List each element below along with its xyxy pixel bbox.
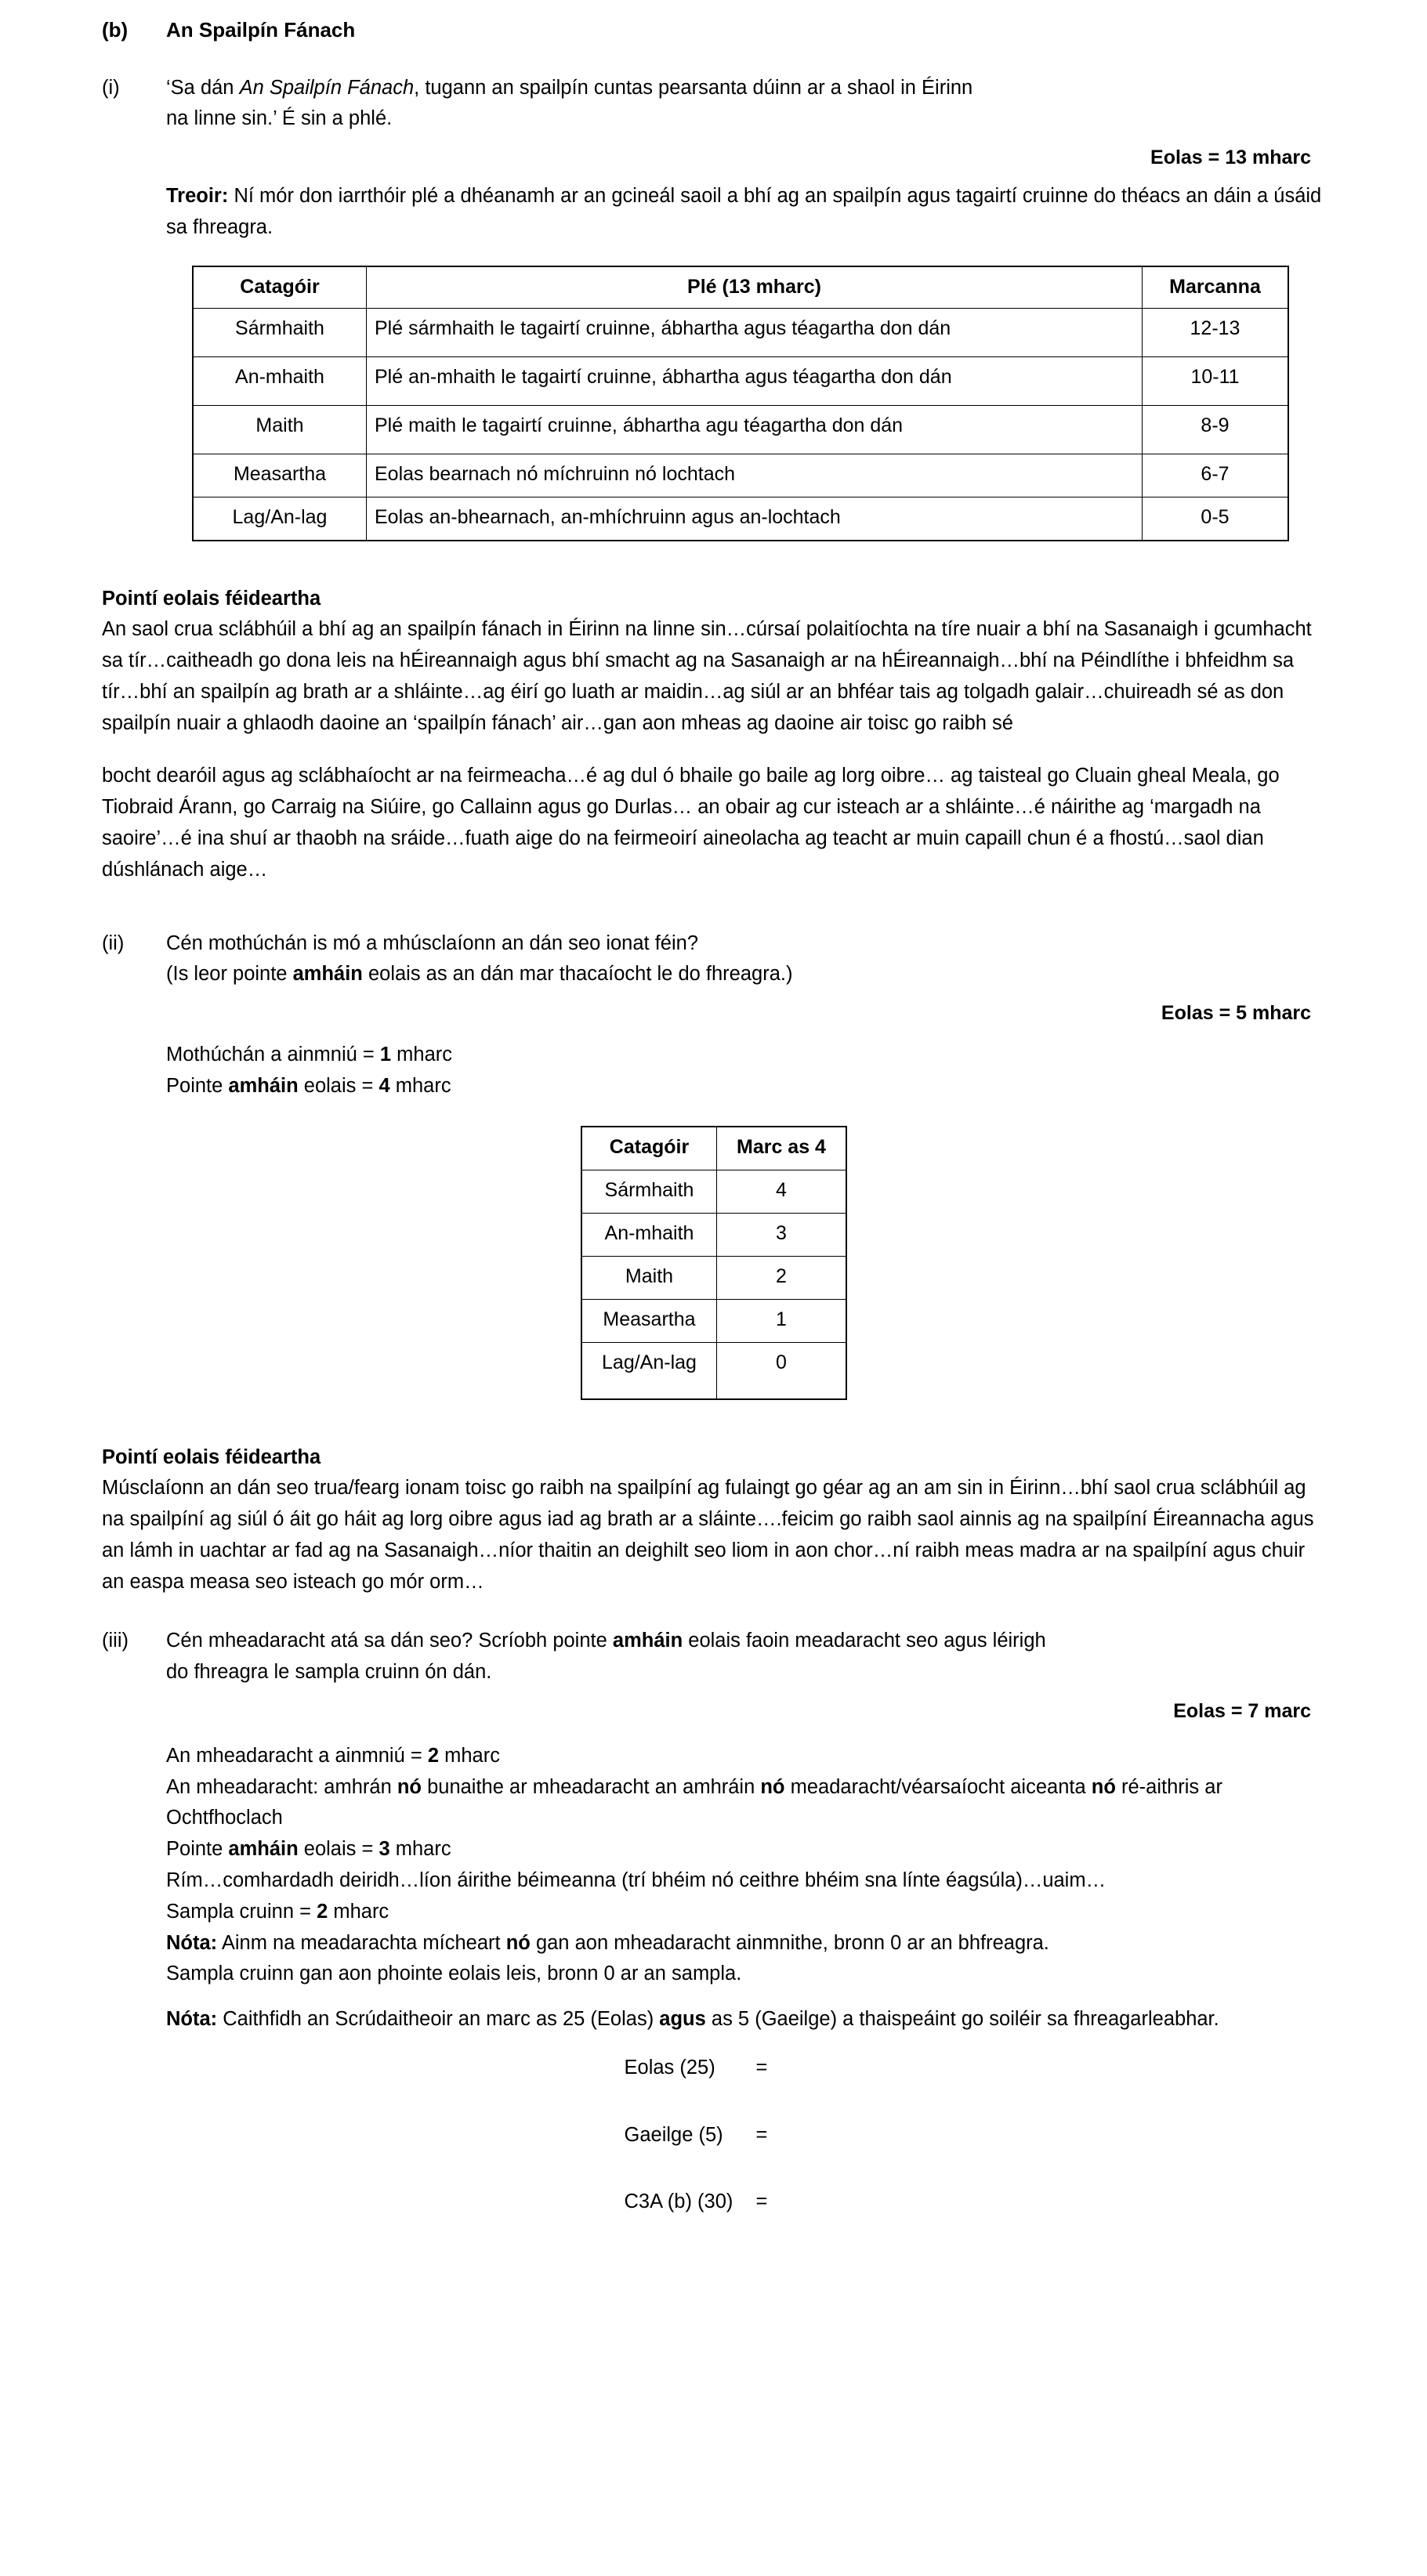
cell-catagoir: An-mhaith [581, 1213, 717, 1256]
col-ple: Plé (13 mharc) [367, 266, 1143, 309]
question-iii-emphasis: amháin [612, 1630, 683, 1652]
question-ii-number: (ii) [102, 932, 125, 954]
scheme-iii-3-value: 3 [378, 1838, 390, 1861]
cell-marcanna: 8-9 [1143, 405, 1289, 454]
nota-2-a: Caithfidh an Scrúdaitheoir an marc as 25 (Eolas) [217, 2008, 660, 2031]
question-iii-number: (iii) [102, 1630, 129, 1652]
points-paragraph-1a: An saol crua sclábhúil a bhí ag an spailpín fánach in Éirinn na linne sin…cúrsaí polaitíochta na tíre nuair a bhí na Sasanaigh i gcumhacht sa tír…caitheadh go dona leis na hÉireannaigh agus bhí smacht ag na Sasanaigh ar na hÉireannaigh…bhí na Péindlíthe i bhfeidhm sa tír…bhí an spailpín ag brath ar a shláinte…ag éirí go luath ar maidin…ag siúl ar an bhféar tais ag tolgadh galair…chuireadh sé as don spailpín nuair a ghlaodh daoine an ‘spailpín fánach’ air…gan aon mheas ag daoine air toisc go raibh sé [102, 618, 1312, 734]
question-i-line1-part-b: , tugann an spailpín cuntas pearsanta dúinn ar a shaol in Éirinn [414, 76, 973, 99]
question-ii-text [166, 928, 1325, 991]
scheme-iii-2-end: ré-aithris ar Ochtfhoclach [166, 1775, 1222, 1829]
cell-ple: Eolas bearnach nó míchruinn nó lochtach [367, 454, 1143, 497]
treoir-block [102, 181, 1325, 244]
cell-marc: 3 [717, 1213, 846, 1256]
scheme-iii-3-b: mharc [389, 1838, 451, 1861]
scheme-iii-2-mid-1: bunaithe ar mheadaracht an amhráin [422, 1775, 761, 1798]
total-row-c3a [102, 2187, 1325, 2218]
scheme-iii-2-a: An mheadaracht: amhrán [166, 1775, 397, 1798]
points-paragraph-2: Músclaíonn an dán seo trua/fearg ionam toisc go raibh na spailpíní ag fulaingt go géar ag an am sin in Éirinn…bhí saol crua sclábhúil ag na spailpíní ag siúl ó áit go háit ag lorg oibre agus iad ag brath ar a sláinte….feicim go raibh saol ainnis ag na spailpíní Éireannacha agus an lámh in uachtar ar fad ag na Sasanaigh…níor thaitin an deighilt seo liom in aon chor…ní raibh meas madra ar na spailpíní agus chuir an easpa measa seo isteach go mór orm… [102, 1477, 1314, 1593]
question-ii-line1: Cén mothúchán is mó a mhúsclaíonn an dán seo ionat féin? [166, 932, 699, 954]
question-i [102, 73, 1325, 136]
question-i-line2: na linne sin.’ É sin a phlé. [166, 107, 393, 130]
scheme-iii-line-2 [102, 1772, 1325, 1835]
cell-catagoir: An-mhaith [193, 356, 367, 405]
cell-catagoir: Sármhaith [581, 1170, 717, 1213]
nota-block-2 [102, 2004, 1325, 2035]
scheme-iii-2-or-1: nó [397, 1775, 422, 1798]
nota-1-b: gan aon mheadaracht ainmnithe, bronn 0 ar an bhfreagra. [530, 1931, 1049, 1954]
table-row [193, 308, 1288, 356]
cell-marcanna: 12-13 [1143, 308, 1289, 356]
scheme-iii-5-b: mharc [328, 1900, 389, 1923]
total-eq-gaeilge: = [755, 2123, 768, 2146]
scheme-ii-2-b: mharc [389, 1074, 451, 1097]
nota-1-label: Nóta: [166, 1931, 218, 1954]
cell-catagoir: Lag/An-lag [193, 497, 367, 541]
scheme-iii-2-or-2: nó [760, 1775, 785, 1798]
scheme-iii-line-6: Sampla cruinn gan aon phointe eolais leis, bronn 0 ar an sampla. [166, 1963, 742, 1985]
rubric-table-ple [192, 266, 1289, 541]
total-row-eolas [102, 2053, 1325, 2084]
nota-1-or: nó [505, 1931, 531, 1954]
cell-marc: 4 [717, 1170, 846, 1213]
scheme-iii-1-a: An mheadaracht a ainmniú = [166, 1744, 428, 1767]
cell-catagoir: Lag/An-lag [581, 1342, 717, 1399]
scheme-iii-line-3 [102, 1834, 1325, 1865]
cell-marcanna: 10-11 [1143, 356, 1289, 405]
scheme-ii-1-a: Mothúchán a ainmniú = [166, 1044, 380, 1066]
scheme-ii-line-2 [102, 1071, 1325, 1102]
question-ii [102, 928, 1325, 991]
cell-ple: Eolas an-bhearnach, an-mhíchruinn agus an-lochtach [367, 497, 1143, 541]
nota-2-label: Nóta: [166, 2008, 218, 2031]
table-row [581, 1342, 846, 1399]
total-row-gaeilge [102, 2120, 1325, 2151]
table-row [581, 1170, 846, 1213]
scheme-iii-2-mid-2: meadaracht/véarsaíocht aiceanta [784, 1775, 1092, 1798]
question-iii-line2: do fhreagra le sampla cruinn ón dán. [166, 1661, 492, 1684]
cell-marcanna: 0-5 [1143, 497, 1289, 541]
col-marcanna: Marcanna [1143, 266, 1289, 309]
nota-block-1 [102, 1928, 1325, 1959]
table-row [193, 356, 1288, 405]
question-iii [102, 1626, 1325, 1688]
scheme-iii-3-a: Pointe [166, 1838, 229, 1861]
cell-ple: Plé an-mhaith le tagairtí cruinne, ábhartha agus téagartha don dán [367, 356, 1143, 405]
scheme-ii-1-value: 1 [379, 1044, 392, 1066]
question-i-text [166, 73, 1325, 136]
scheme-iii-1-b: mharc [439, 1744, 500, 1767]
question-ii-line2-part-b: eolais as an dán mar thacaíocht le do fhreagra.) [362, 963, 793, 986]
treoir-label: Treoir: [166, 185, 229, 208]
total-eq-eolas: = [755, 2056, 768, 2079]
cell-catagoir: Maith [193, 405, 367, 454]
scheme-iii-3-emphasis: amháin [228, 1838, 299, 1861]
cell-ple: Plé sármhaith le tagairtí cruinne, ábhartha agus téagartha don dán [367, 308, 1143, 356]
table-row [581, 1256, 846, 1299]
cell-marc: 1 [717, 1299, 846, 1342]
scheme-ii-2-value: 4 [378, 1074, 390, 1097]
question-i-line1-part-a: ‘Sa dán [166, 76, 240, 99]
nota-2-b: as 5 (Gaeilge) a thaispeáint go soiléir sa fhreagarleabhar. [705, 2008, 1219, 2031]
scheme-ii-2-a: Pointe [166, 1074, 229, 1097]
question-i-number: (i) [102, 76, 120, 99]
question-ii-emphasis: amháin [292, 963, 363, 986]
cell-marc: 2 [717, 1256, 846, 1299]
scheme-ii-2-mid: eolais = [298, 1074, 379, 1097]
question-iii-text [166, 1626, 1325, 1688]
question-iii-line1-b: eolais faoin meadaracht seo agus léirigh [683, 1630, 1046, 1652]
section-label: (b) [102, 18, 129, 42]
cell-catagoir: Sármhaith [193, 308, 367, 356]
treoir-text: Ní mór don iarrthóir plé a dhéanamh ar an gcineál saoil a bhí ag an spailpín agus tagairtí cruinne do théacs an dáin a úsáid sa fhreagra. [166, 185, 1322, 238]
total-label-c3a: C3A (b) (30) [624, 2191, 733, 2213]
scheme-ii-1-b: mharc [391, 1044, 453, 1066]
cell-ple: Plé maith le tagairtí cruinne, ábhartha agu téagartha don dán [367, 405, 1143, 454]
scheme-ii-line-1 [102, 1040, 1325, 1071]
marks-eolas-i: Eolas = 13 mharc [1150, 147, 1311, 169]
table-header-row [581, 1127, 846, 1170]
points-heading-2: Pointí eolais féideartha [102, 1445, 321, 1468]
total-label-eolas: Eolas (25) [624, 2056, 715, 2079]
marks-eolas-ii: Eolas = 5 mharc [1161, 1002, 1311, 1025]
table-row [193, 454, 1288, 497]
question-ii-line2-part-a: (Is leor pointe [166, 963, 293, 986]
scheme-iii-5-value: 2 [317, 1900, 328, 1923]
scheme-iii-line-4: Rím…comhardadh deiridh…líon áirithe béimeanna (trí bhéim nó ceithre bhéim sna línte éagsúla)…uaim… [166, 1869, 1106, 1891]
poem-title-inline: An Spailpín Fánach [239, 76, 415, 99]
cell-marc: 0 [717, 1342, 846, 1399]
points-heading-1: Pointí eolais féideartha [102, 587, 321, 610]
marks-eolas-iii: Eolas = 7 marc [1173, 1699, 1311, 1722]
rubric-table-marc-as-4 [581, 1126, 847, 1400]
section-title: An Spailpín Fánach [166, 18, 356, 42]
scheme-iii-5-a: Sampla cruinn = [166, 1900, 317, 1923]
table-row [581, 1213, 846, 1256]
nota-1-a: Ainm na meadarachta mícheart [217, 1931, 506, 1954]
col-catagoir: Catagóir [581, 1127, 717, 1170]
cell-catagoir: Measartha [193, 454, 367, 497]
cell-marcanna: 6-7 [1143, 454, 1289, 497]
totals-block [102, 2053, 1325, 2218]
col-catagoir: Catagóir [193, 266, 367, 309]
scheme-iii-3-mid: eolais = [298, 1838, 379, 1861]
cell-catagoir: Measartha [581, 1299, 717, 1342]
points-paragraph-1b: bocht dearóil agus ag sclábhaíocht ar na feirmeacha…é ag dul ó bhaile go baile ag lorg oibre… ag taisteal go Cluain gheal Meala, go Tiobraid Árann, go Carraig na Siúire, go Callainn agus go Durlas… an obair ag cur isteach ar a shláinte…é náirithe ag ‘margadh na saoire’…é ina shuí ar thaobh na sráide…fuath aige do na feirmeoirí aineolacha ag teacht ar muin capaill chun é a fhostú…saol dian dúshlánach aige… [102, 765, 1280, 881]
table-row [193, 405, 1288, 454]
scheme-iii-2-or-3: nó [1091, 1775, 1116, 1798]
table-row [193, 497, 1288, 541]
table-row [581, 1299, 846, 1342]
col-marc-as-4: Marc as 4 [717, 1127, 846, 1170]
scheme-iii-1-value: 2 [427, 1744, 440, 1767]
scheme-ii-2-emphasis: amháin [228, 1074, 299, 1097]
section-heading [102, 14, 1325, 46]
nota-2-agus: agus [659, 2008, 706, 2031]
table-header-row [193, 266, 1288, 309]
question-iii-line1-a: Cén mheadaracht atá sa dán seo? Scríobh pointe [166, 1630, 613, 1652]
cell-catagoir: Maith [581, 1256, 717, 1299]
scheme-iii-line-1 [102, 1741, 1325, 1772]
total-label-gaeilge: Gaeilge (5) [624, 2123, 723, 2146]
total-eq-c3a: = [755, 2191, 768, 2213]
scheme-iii-line-5 [102, 1897, 1325, 1928]
